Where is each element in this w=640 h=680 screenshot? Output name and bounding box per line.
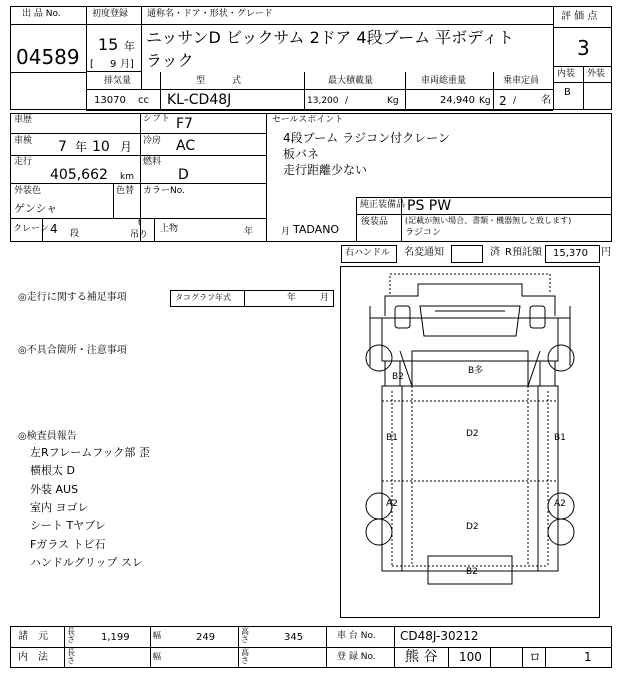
reg-month-close: 月] xyxy=(120,59,134,70)
crane-hoist-unit: 吊り xyxy=(130,230,149,240)
sales-point-1: 4段ブーム ラジコン付クレーン xyxy=(283,131,450,145)
diag-center-front: D2 xyxy=(466,429,479,439)
driving-notes-label: ◎走行に関する補足事項 xyxy=(18,292,127,303)
vehicle-title-line1: ニッサンD ビックサム 2ドア 4段ブーム 平ボディト xyxy=(146,28,514,47)
interior-label: 内装 xyxy=(557,69,576,79)
model-value: KL-CD48J xyxy=(167,92,232,108)
capacity-unit: 名 xyxy=(541,95,551,106)
inspection-year-unit: 年 xyxy=(75,140,88,154)
diag-center-rear: D2 xyxy=(466,522,479,532)
sales-point-2: 板バネ xyxy=(283,147,320,161)
oem-equipment-value: PS PW xyxy=(407,198,452,214)
capacity-value: 2 xyxy=(499,94,507,108)
registration-label: 登 録 No. xyxy=(337,652,376,662)
vehicle-title-line2: ラック xyxy=(146,51,194,70)
fuel-value: D xyxy=(178,167,189,183)
displacement-unit: cc xyxy=(138,95,149,106)
recycle-done-label: 済 xyxy=(490,247,500,258)
color-value: ゲンシャ xyxy=(14,202,58,215)
history-label: 車歴 xyxy=(14,115,33,125)
inspector-line-7: ハンドルグリップ スレ xyxy=(30,556,143,569)
title-label: 通称名・ドア・形状・グレード xyxy=(147,9,273,19)
exterior-label: 外装 xyxy=(587,69,606,79)
diag-right-rear: A2 xyxy=(554,499,566,509)
crane-label: クレーン xyxy=(13,224,49,234)
inner-height-label: 高さ xyxy=(241,648,249,665)
grade-label: 評 価 点 xyxy=(561,11,598,22)
color-label: 外装色 xyxy=(14,186,42,196)
registration-number: 1 xyxy=(584,650,592,664)
crane-ton-unit: t xyxy=(138,218,142,227)
lot-number: 04589 xyxy=(16,45,80,69)
tachograph-label: タコグラフ年式 xyxy=(175,293,231,302)
capacity-label: 乗車定員 xyxy=(503,76,540,86)
reg-month: 9 xyxy=(110,59,117,70)
diag-left-mid: B1 xyxy=(386,433,398,443)
mileage-unit: km xyxy=(120,172,134,182)
mileage-label: 走行 xyxy=(14,157,33,167)
inspector-line-6: Fガラス トビ石 xyxy=(30,538,106,551)
name-change-box xyxy=(451,245,483,263)
recycle-unit: 円 xyxy=(601,247,611,258)
grade-value: 3 xyxy=(577,36,590,60)
height-label: 高さ xyxy=(241,627,249,644)
inspector-line-1: 左Rフレームフック部 歪 xyxy=(30,446,150,459)
displacement-label: 排気量 xyxy=(104,76,132,86)
aircon-label: 冷房 xyxy=(143,136,162,146)
lot-label: 出 品 No. xyxy=(22,9,61,19)
inspector-line-3: 外装 AUS xyxy=(30,483,79,496)
chassis-label: 車 台 No. xyxy=(337,631,376,641)
crane-stages: 4 xyxy=(50,222,58,236)
name-change-label: 名変通知 xyxy=(404,247,444,258)
gvw-label: 車両総重量 xyxy=(421,76,467,86)
inspection-year: 7 xyxy=(58,139,67,155)
mount-year-unit: 年 xyxy=(244,227,254,237)
shift-label: シフト xyxy=(143,114,171,124)
reg-year-unit: 年 xyxy=(124,40,135,53)
length-value: 1,199 xyxy=(101,632,130,643)
inspection-label: 車検 xyxy=(14,136,33,146)
max-load-unit: Kg xyxy=(387,96,399,106)
inspection-month: 10 xyxy=(92,139,110,155)
recycle-amount: 15,370 xyxy=(553,248,588,259)
fuel-label: 燃料 xyxy=(143,157,162,167)
max-load-value: 13,200 xyxy=(307,96,339,106)
first-reg-label: 初度登録 xyxy=(92,9,129,19)
width-label: 幅 xyxy=(153,631,161,640)
aircon-value: AC xyxy=(176,138,196,154)
handle-value: 右ハンドル xyxy=(345,248,391,258)
diag-left-rear: A2 xyxy=(386,499,398,509)
max-load-label: 最大積載量 xyxy=(328,76,374,86)
color-change-label: 色替 xyxy=(116,186,135,196)
aftermarket-value: ラジコン xyxy=(405,228,442,238)
aftermarket-note: (記載が無い場合、書類・機器無しと致します) xyxy=(405,216,572,225)
interior-grade: B xyxy=(564,87,571,98)
recycle-deposit-label: R預託額 xyxy=(505,247,542,258)
inner-width-label: 幅 xyxy=(153,652,161,661)
inspector-line-5: シート Tヤブレ xyxy=(30,519,106,532)
diag-right-mid: B1 xyxy=(554,433,566,443)
registration-class: 100 xyxy=(459,650,482,664)
gvw-unit: Kg xyxy=(479,96,491,106)
inspection-month-unit: 月 xyxy=(120,140,133,154)
width-value: 249 xyxy=(196,632,216,643)
diag-tail: B2 xyxy=(466,567,478,577)
shift-value: F7 xyxy=(176,116,193,132)
mount-label: 上物 xyxy=(160,224,179,234)
tachograph-month-unit: 月 xyxy=(320,293,330,303)
inner-label: 内 法 xyxy=(18,652,48,663)
tachograph-year-unit: 年 xyxy=(287,293,297,303)
diag-left-front: B2 xyxy=(392,372,404,382)
length-label: 長さ xyxy=(67,627,75,644)
inspector-line-4: 室内 ヨゴレ xyxy=(30,501,89,514)
reg-month-open: [ xyxy=(90,59,94,70)
reg-year: 15 xyxy=(98,35,119,54)
color-code-label: カラーNo. xyxy=(143,186,185,196)
oem-equipment-label: 純正装備品 xyxy=(360,200,406,210)
displacement-value: 13070 xyxy=(94,95,126,106)
height-value: 345 xyxy=(284,632,304,643)
inner-length-label: 長さ xyxy=(67,648,75,665)
capacity-sep: / xyxy=(513,96,517,106)
gvw-value: 24,940 xyxy=(440,95,475,106)
max-load-sep: / xyxy=(345,96,349,106)
registration-area: 熊 谷 xyxy=(405,649,438,665)
mount-month-unit: 月 xyxy=(281,227,291,237)
model-label: 型 式 xyxy=(196,76,242,86)
mount-maker: TADANO xyxy=(293,223,340,236)
inspector-report-label: ◎検査員報告 xyxy=(18,431,77,442)
diag-roof: B多 xyxy=(468,366,484,376)
aftermarket-label: 後装品 xyxy=(361,217,389,227)
crane-stage-unit: 段 xyxy=(70,229,80,239)
sales-point-3: 走行距離少ない xyxy=(283,163,368,177)
inspector-line-2: 横根太 D xyxy=(30,464,75,477)
specs-label: 諸 元 xyxy=(18,631,48,642)
registration-kana: ロ xyxy=(529,650,542,664)
defect-notes-label: ◎不具合箇所・注意事項 xyxy=(18,345,127,356)
chassis-value: CD48J-30212 xyxy=(400,629,479,643)
mileage-value: 405,662 xyxy=(50,167,108,183)
sales-points-label: セールスポイント xyxy=(272,115,344,125)
